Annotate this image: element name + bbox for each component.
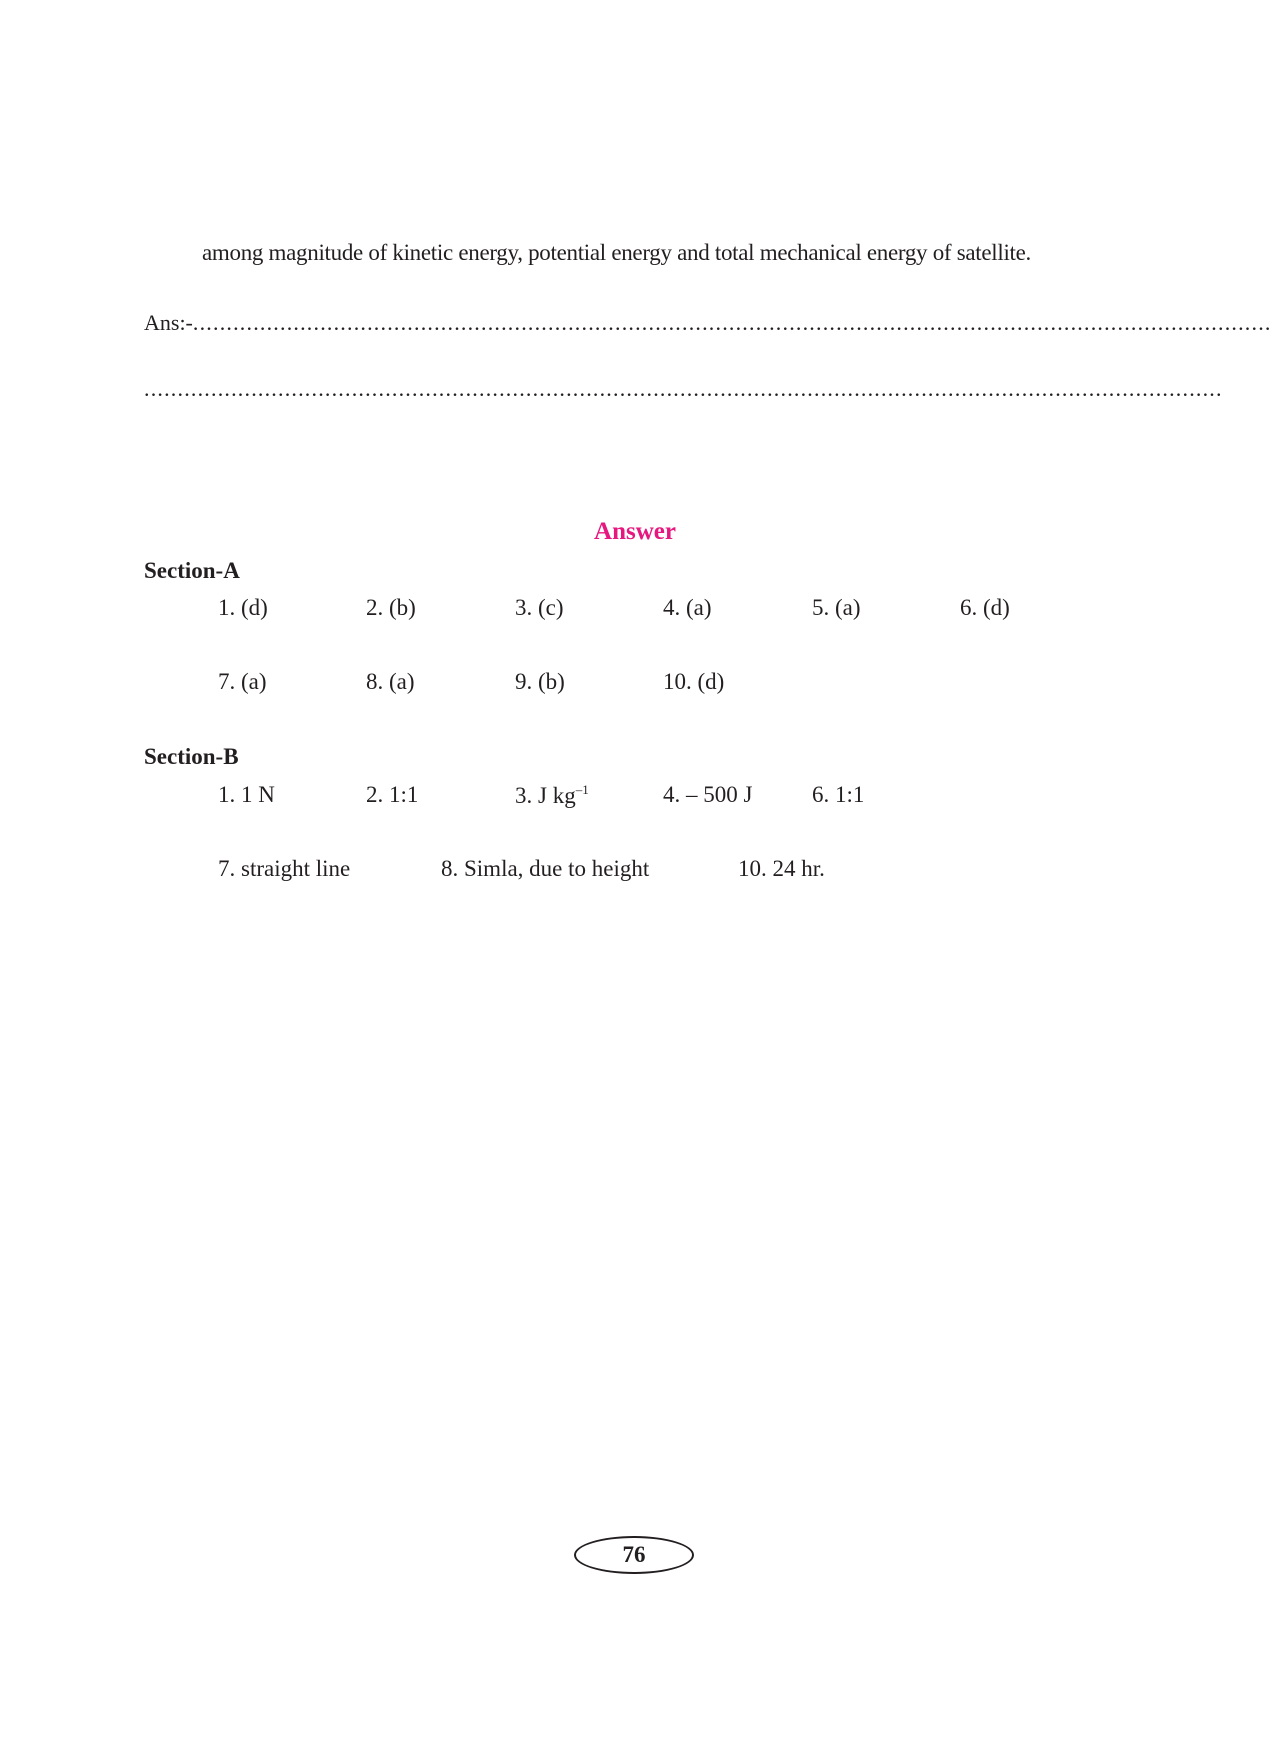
section-a-item: 3. (c) bbox=[515, 595, 564, 620]
section-b-item: 10. 24 hr. bbox=[738, 856, 825, 881]
section-b-item: 8. Simla, due to height bbox=[441, 856, 650, 881]
section-b-item: 2. 1:1 bbox=[366, 782, 419, 807]
section-a-item: 1. (d) bbox=[218, 595, 268, 620]
section-a-item: 10. (d) bbox=[663, 669, 725, 694]
answer-dots: ................................................................................................................................................................. bbox=[144, 376, 1223, 401]
section-b-item: 7. straight line bbox=[218, 856, 351, 881]
section-a-item: 7. (a) bbox=[218, 669, 267, 694]
section-a-item: 5. (a) bbox=[812, 595, 861, 620]
page-number: 76 bbox=[574, 1536, 694, 1574]
section-a-item: 9. (b) bbox=[515, 669, 565, 694]
section-b-item: 6. 1:1 bbox=[812, 782, 865, 807]
section-b-item bbox=[515, 782, 589, 809]
answer-dots: ................................................................................................................................................................. bbox=[192, 310, 1272, 335]
unit-superscript: –1 bbox=[575, 782, 589, 797]
section-a-item: 6. (d) bbox=[960, 595, 1010, 620]
answer-heading: Answer bbox=[594, 518, 676, 545]
section-a-item: 2. (b) bbox=[366, 595, 416, 620]
unit-text: 3. J kg bbox=[515, 783, 576, 808]
section-a-item: 8. (a) bbox=[366, 669, 415, 694]
answer-line-1 bbox=[144, 310, 1272, 336]
question-continuation-text: among magnitude of kinetic energy, potential energy and total mechanical energy of satellite. bbox=[202, 240, 1031, 265]
section-a-item: 4. (a) bbox=[663, 595, 712, 620]
section-b-item: 1. 1 N bbox=[218, 782, 275, 807]
answer-line-2 bbox=[144, 376, 1223, 402]
answer-prefix: Ans:- bbox=[144, 310, 193, 335]
section-b-title: Section-B bbox=[144, 744, 239, 769]
section-b-item: 4. – 500 J bbox=[663, 782, 753, 807]
section-a-title: Section-A bbox=[144, 558, 240, 583]
